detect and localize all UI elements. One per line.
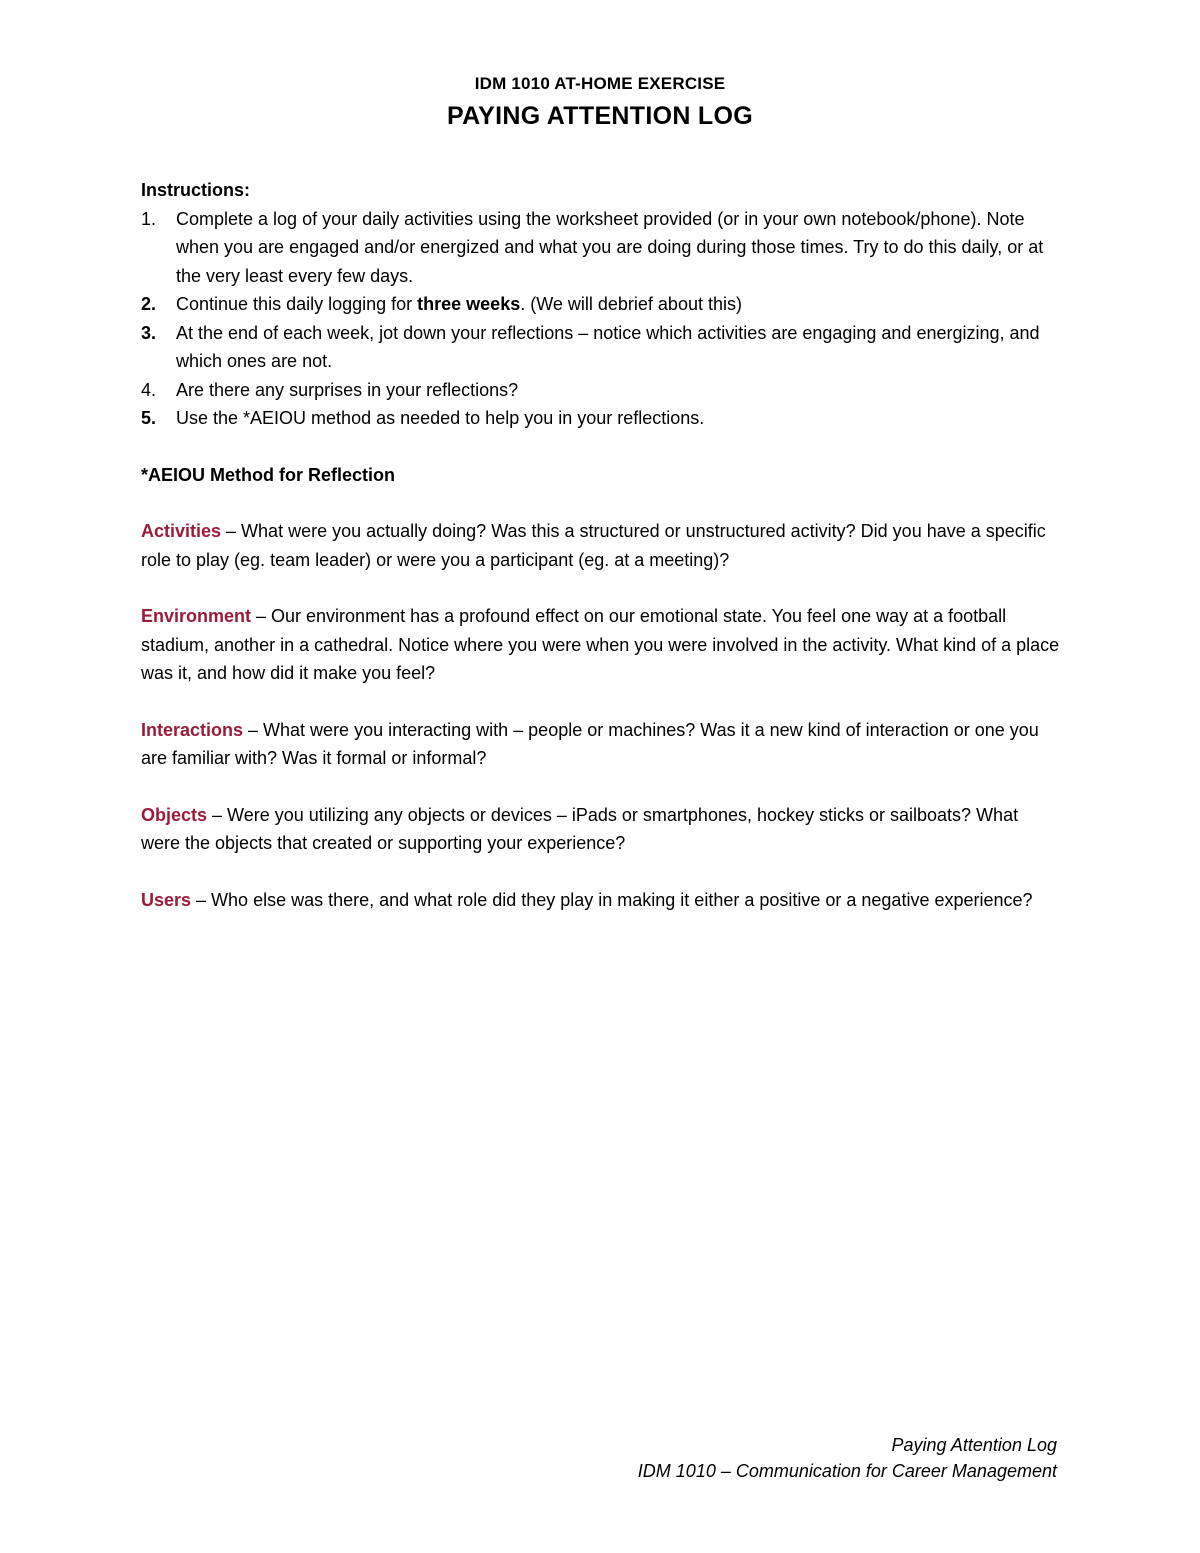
document-body (141, 176, 1061, 914)
instruction-text-after: . (We will debrief about this) (520, 294, 742, 314)
instructions-list (141, 205, 1061, 433)
aeiou-term: Objects (141, 804, 208, 825)
aeiou-term: Interactions (141, 719, 244, 740)
instruction-number: 3. (141, 322, 157, 343)
aeiou-interactions (141, 716, 1061, 773)
instruction-item-4 (141, 376, 1061, 405)
aeiou-description: – What were you interacting with – people or machines? Was it a new kind of interaction or one you are familiar with? Was it formal or informal? (141, 719, 1039, 768)
document-title: PAYING ATTENTION LOG (446, 102, 753, 130)
aeiou-description: – Were you utilizing any objects or devices – iPads or smartphones, hockey sticks or sailboats? What were the objects that created or supporting your experience? (141, 804, 1019, 853)
instruction-text: Are there any surprises in your reflections? (176, 379, 519, 400)
instruction-emphasis: three weeks (417, 294, 521, 314)
instruction-number: 4. (141, 379, 157, 400)
instruction-text: Complete a log of your daily activities using the worksheet provided (or in your own notebook/phone). Note when you are engaged and/or energized and what you are doing during those times. Try to do this daily, or at the very least every few days. (176, 208, 1044, 286)
aeiou-term: Activities (141, 521, 222, 541)
instruction-number: 2. (141, 294, 157, 314)
aeiou-objects (141, 801, 1061, 858)
instruction-text-before: Continue this daily logging for (176, 294, 418, 314)
instruction-item-2 (141, 290, 1061, 319)
footer-document-name: Paying Attention Log (891, 1435, 1057, 1455)
aeiou-description: – What were you actually doing? Was this a structured or unstructured activity? Did you have a specific role to play (eg. team leader) or were you a participant (eg. at a meeting)? (141, 521, 1046, 570)
instructions-heading: Instructions: (141, 180, 251, 200)
footer-course-name: IDM 1010 – Communication for Career Management (637, 1461, 1057, 1481)
instruction-item-1 (141, 205, 1061, 291)
instruction-item-5 (141, 404, 1061, 433)
aeiou-term: Environment (141, 606, 252, 626)
method-heading: *AEIOU Method for Reflection (141, 464, 396, 485)
page-footer (638, 1432, 1057, 1484)
aeiou-description: – Who else was there, and what role did they play in making it either a positive or a negative experience? (191, 889, 1033, 910)
document-subtitle: IDM 1010 AT-HOME EXERCISE (474, 74, 726, 93)
instruction-text: At the end of each week, jot down your reflections – notice which activities are engaging and energizing, and which ones are not. (176, 322, 1040, 371)
instruction-number: 5. (141, 408, 157, 428)
aeiou-term: Users (141, 889, 192, 910)
aeiou-users (141, 886, 1061, 915)
instruction-text: Use the *AEIOU method as needed to help you in your reflections. (176, 408, 705, 428)
aeiou-environment (141, 602, 1061, 688)
instruction-number: 1. (141, 208, 157, 229)
aeiou-activities (141, 517, 1061, 574)
aeiou-description: – Our environment has a profound effect on our emotional state. You feel one way at a football stadium, another in a cathedral. Notice where you were when you were involved in the activity. What kind of a place was it, and how did it make you feel? (141, 606, 1060, 683)
instruction-item-3 (141, 319, 1061, 376)
